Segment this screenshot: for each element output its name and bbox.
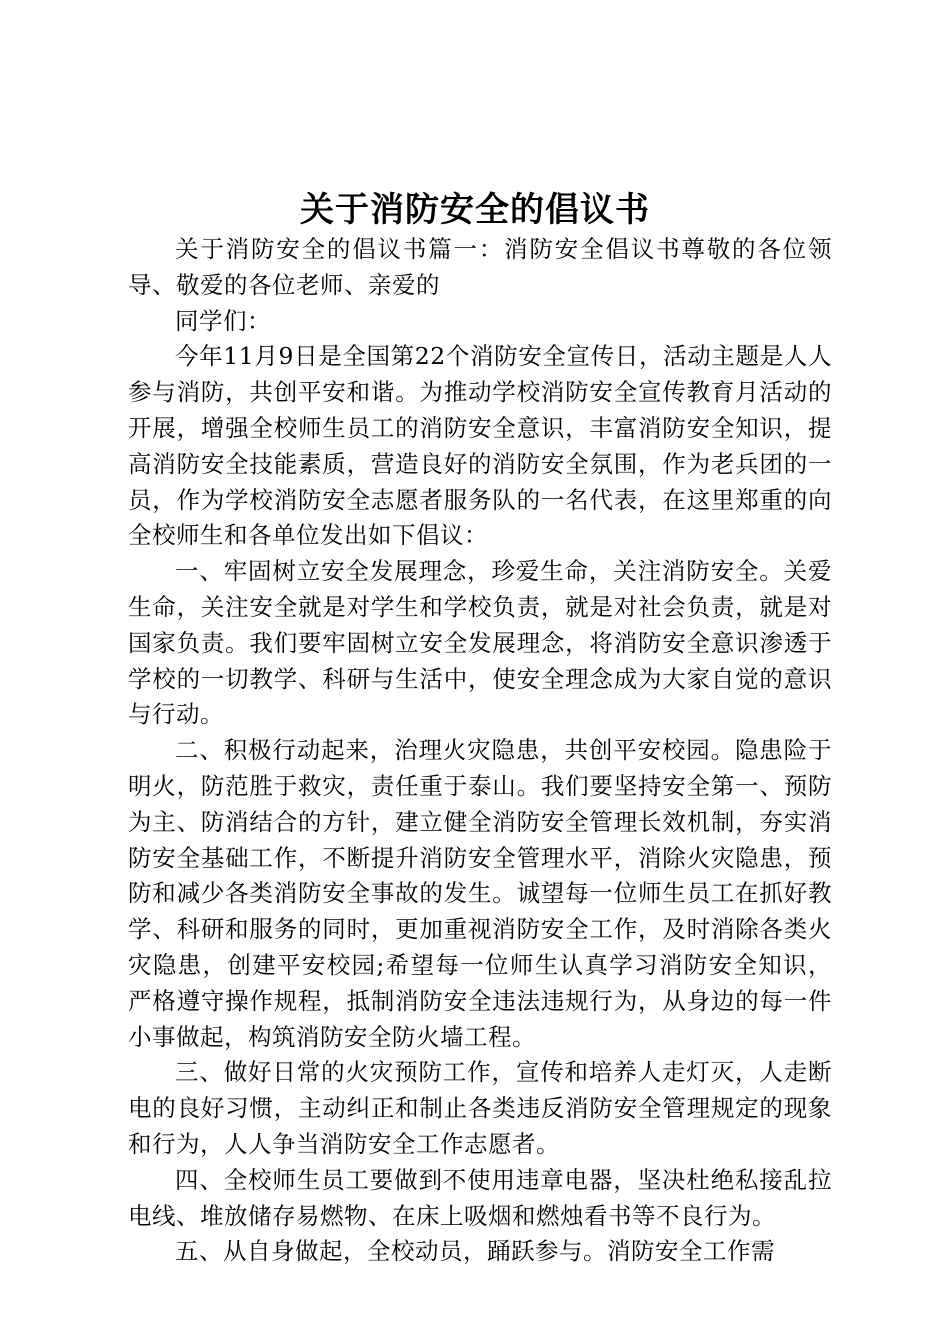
paragraph-item-3: 三、做好日常的火灾预防工作，宣传和培养人走灯灭，人走断电的良好习惯，主动纠正和制止各类违反消防安全管理规定的现象和行为，人人争当消防安全工作志愿者。 — [128, 1058, 832, 1158]
paragraph-item-5: 五、从自身做起，全校动员，踊跃参与。消防安全工作需 — [175, 1237, 775, 1266]
paragraph-background: 今年11月9日是全国第22个消防安全宣传日，活动主题是人人参与消防，共创平安和谐。为推动学校消防安全宣传教育月活动的开展，增强全校师生员工的消防安全意识，丰富消防安全知识，提高消防安全技能素质，营造良好的消防安全氛围，作为老兵团的一员，作为学校消防安全志愿者服务队的一名代表，在这里郑重的向全校师生和各单位发出如下倡议： — [128, 342, 832, 550]
paragraph-salutation: 同学们： — [175, 306, 271, 335]
document-title: 关于消防安全的倡议书 — [300, 190, 650, 230]
paragraph-intro: 关于消防安全的倡议书篇一：消防安全倡议书尊敬的各位领导、敬爱的各位老师、亲爱的 — [128, 235, 832, 299]
document-body — [128, 232, 832, 1270]
paragraph-item-4: 四、全校师生员工要做到不使用违章电器，坚决杜绝私接乱拉电线、堆放储存易燃物、在床上吸烟和燃烛看书等不良行为。 — [128, 1165, 832, 1230]
paragraph-item-2: 二、积极行动起来，治理火灾隐患，共创平安校园。隐患险于明火，防范胜于救灾，责任重于泰山。我们要坚持安全第一、预防为主、防消结合的方针，建立健全消防安全管理长效机制，夯实消防安全基础工作，不断提升消防安全管理水平，消除火灾隐患，预防和减少各类消防安全事故的发生。诚望每一位师生员工在抓好教学、科研和服务的同时，更加重视消防安全工作，及时消除各类火灾隐患，创建平安校园;希望每一位师生认真学习消防安全知识，严格遵守操作规程，抵制消防安全违法违规行为，从身边的每一件小事做起，构筑消防安全防火墙工程。 — [128, 736, 832, 1051]
paragraph-item-1: 一、牢固树立安全发展理念，珍爱生命，关注消防安全。关爱生命，关注安全就是对学生和学校负责，就是对社会负责，就是对国家负责。我们要牢固树立安全发展理念，将消防安全意识渗透于学校的一切教学、科研与生活中，使安全理念成为大家自觉的意识与行动。 — [128, 557, 832, 729]
